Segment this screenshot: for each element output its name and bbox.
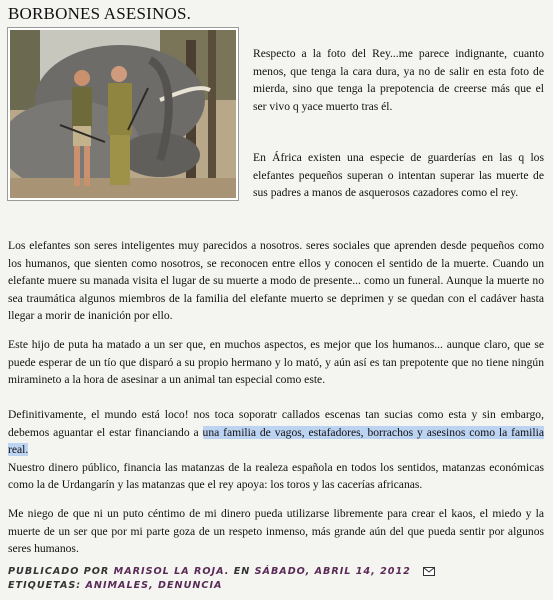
paragraph-definitivamente-before: Definitivamente, el mundo está loco! nos toca soporatr callados escenas tan sucias como esta y sin embargo, debemos aguantar el estar financiando a	[8, 408, 544, 439]
published-by-label: PUBLICADO POR	[8, 566, 110, 577]
paragraph-definitivamente	[8, 406, 544, 494]
author-name: MARISOL LA ROJA.	[113, 566, 230, 577]
photo-king-elephant	[10, 30, 236, 198]
labels-label: ETIQUETAS:	[8, 580, 82, 591]
side-paragraph-2: En África existen una especie de guarderías en las q los elefantes pequeños superan o intentan superar las muerte de sus padres a manos de asquerosos cazadores como el rey.	[253, 151, 544, 200]
post-photo[interactable]	[7, 27, 239, 201]
paragraph-me-niego: Me niego de que ni un puto céntimo de mi dinero pueda utilizarse libremente para crear el kaos, el miedo y la muerte de un ser que por mi parte goza de un respeto inmenso, más grande aún del que pueda sentir por algunos seres humanos.	[8, 507, 544, 556]
post-date-link[interactable]: SÁBADO, ABRIL 14, 2012	[254, 566, 411, 577]
email-icon[interactable]	[423, 567, 435, 576]
labels-link[interactable]: ANIMALES, DENUNCIA	[85, 580, 223, 591]
post-labels	[8, 579, 548, 593]
paragraph-dinero: Nuestro dinero público, financia las matanzas de la realeza española en todos los sentidos, matanzas económicas como la de Urdangarín y las matanzas que el rey apoya: los toros y las cacerías africanas.	[8, 460, 544, 492]
paragraph-elephants: Los elefantes son seres inteligentes muy parecidos a nosotros. seres sociales que aprenden desde pequeños como los humanos, que sienten como nosotros, se reconocen entre ellos y conocen el sentido de la muerte. Cuando un elefante muere su manada visita el lugar de su muerte a modo de presente... como un funeral. Aunque la muerte no sea traumática algunos miembros de la familia del elefante muerto se deprimen y se quedan con el cadáver hasta llegar a morir de inanición por ello.	[8, 239, 544, 323]
side-paragraph-1: Respecto a la foto del Rey...me parece indignante, cuanto menos, que tenga la cara dura, ya no de salir en esta foto de mierda, sino que tenga la prepotencia de creerse más que el ser vivo q yace muerto tras él.	[253, 47, 544, 113]
on-label: EN	[233, 566, 251, 577]
highlighted-selection: una familia de vagos, estafadores, borrachos y asesinos como la familia real.	[8, 425, 544, 457]
post-byline	[8, 565, 548, 579]
post-title[interactable]: BORBONES ASESINOS.	[8, 4, 192, 23]
post-footer	[8, 565, 548, 593]
paragraph-hijo: Este hijo de puta ha matado a un ser que, en muchos aspectos, es mejor que los humanos... aunque claro, que se puede esperar de un tío que disparó a su propio hermano y lo mató, y aún así es tan prepotente que no tiene ningún miramineto a la hora de asesinar a un animal tan especial como este.	[8, 338, 544, 387]
